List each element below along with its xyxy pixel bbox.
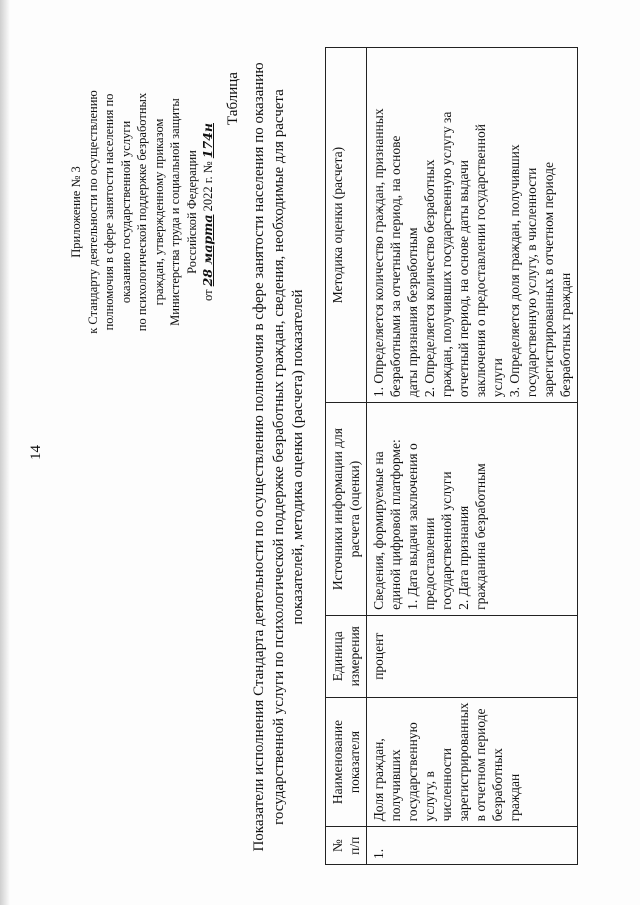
title-line: государственной услуги по психологической поддержке безработных граждан, сведения, необходимые для расчета bbox=[270, 89, 287, 825]
name-line: численности bbox=[439, 748, 454, 822]
cell-unit: процент bbox=[367, 615, 578, 697]
appendix-header bbox=[68, 47, 217, 377]
source-line: предоставлении bbox=[422, 517, 437, 610]
indicators-table bbox=[325, 47, 578, 865]
name-line: получивших bbox=[388, 749, 403, 822]
name-line: граждан bbox=[507, 773, 522, 822]
name-line: услугу, в bbox=[422, 771, 437, 822]
appendix-line: полномочия в сфере занятости населения по bbox=[102, 93, 116, 331]
method-line: отчетный период, на основе даты выдачи bbox=[456, 159, 471, 398]
method-line: 2. Определяется количество безработных bbox=[422, 159, 437, 398]
source-line: 1. Дата выдачи заключения о bbox=[405, 443, 420, 610]
method-line: государственную услугу, в численности bbox=[524, 167, 539, 398]
source-line: 2. Дата признания bbox=[456, 505, 471, 610]
page-number: 14 bbox=[28, 445, 44, 460]
appendix-line: оказанию государственной услуги bbox=[118, 120, 133, 304]
method-line: безработных граждан bbox=[558, 272, 573, 398]
table-header-row bbox=[326, 48, 367, 865]
title-line: показателей, методика оценки (расчета) показателей bbox=[290, 289, 306, 625]
appendix-line: Министерства труда и социальной защиты bbox=[168, 98, 182, 326]
appendix-line: к Стандарту деятельности по осуществлению bbox=[85, 90, 100, 334]
method-line: безработными за отчетный период, на основе bbox=[388, 135, 403, 398]
table-row bbox=[367, 48, 578, 865]
header-indicator-name: Наименование показателя bbox=[326, 697, 367, 827]
header-unit: Единица измерения bbox=[326, 615, 367, 697]
method-line: зарегистрированных в отчетном периоде bbox=[541, 162, 556, 398]
source-line: единой цифровой платформе: bbox=[388, 439, 403, 610]
method-line: даты признания безработным bbox=[405, 227, 420, 398]
method-line: граждан, получивших государственную услугу за bbox=[439, 111, 454, 398]
source-line: государственной услуги bbox=[439, 471, 454, 610]
appendix-line: граждан, утвержденному приказом bbox=[151, 118, 166, 306]
name-line: в отчетном периоде bbox=[473, 708, 488, 822]
date-suffix: 2022 г. № bbox=[201, 161, 215, 212]
appendix-line: Российской Федерации bbox=[184, 150, 199, 274]
cell-indicator-name bbox=[367, 697, 578, 827]
handwritten-date: 28 марта bbox=[200, 214, 215, 287]
table-label: Таблица bbox=[225, 72, 241, 125]
appendix-date-line bbox=[200, 47, 217, 377]
title-line: Показатели исполнения Стандарта деятельности по осуществлению полномочия в сфере занятости населения по оказанию bbox=[251, 62, 267, 852]
header-method: Методика оценки (расчета) bbox=[326, 48, 367, 403]
cell-sources bbox=[367, 403, 578, 616]
appendix-line: Приложение № 3 bbox=[69, 166, 83, 258]
document-title bbox=[250, 57, 309, 857]
date-prefix: от bbox=[201, 289, 215, 301]
header-number: № п/п bbox=[326, 827, 367, 865]
header-sources: Источники информации для расчета (оценки) bbox=[326, 403, 367, 616]
method-line: услуги bbox=[490, 358, 505, 398]
appendix-line: по психологической поддержке безработных bbox=[135, 92, 149, 332]
name-line: государственную bbox=[405, 722, 420, 822]
method-line: 1. Определяется количество граждан, признанных bbox=[371, 108, 386, 398]
cell-method bbox=[367, 48, 578, 403]
source-line: Сведения, формируемые на bbox=[371, 451, 386, 610]
name-line: зарегистрированных bbox=[456, 702, 471, 822]
name-line: безработных bbox=[490, 748, 505, 822]
handwritten-number: 174н bbox=[200, 123, 215, 159]
method-line: заключения о предоставлении государственной bbox=[473, 124, 488, 398]
source-line: гражданина безработным bbox=[473, 463, 488, 610]
method-line: 3. Определяется доля граждан, получивших bbox=[507, 144, 522, 398]
cell-number: 1. bbox=[367, 827, 578, 865]
name-line: Доля граждан, bbox=[371, 738, 386, 822]
